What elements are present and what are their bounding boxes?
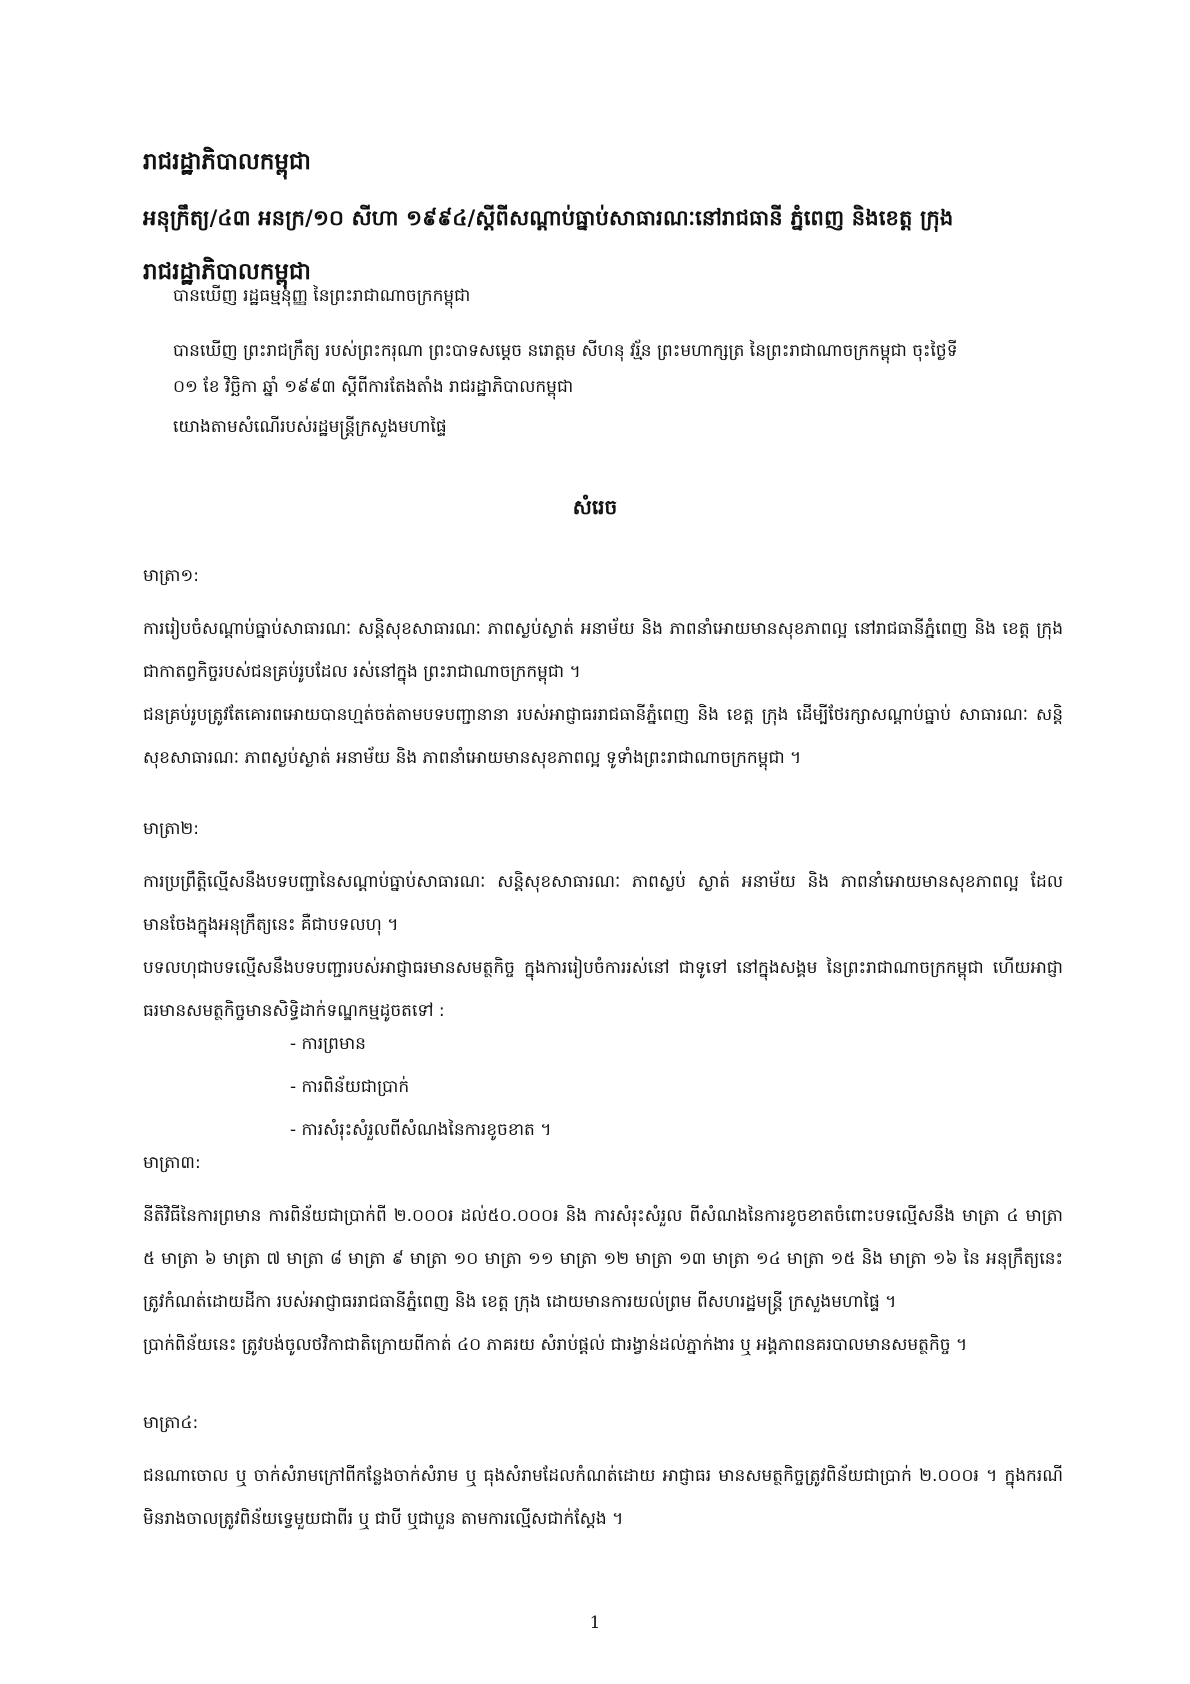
preamble-line: យោងតាមសំណើរបស់រដ្ឋមន្ត្រីក្រសួងមហាផ្ទៃ [173,417,447,437]
article-paragraph: បទលហុជាបទល្មើសនឹងបទបញ្ជារបស់អាជ្ញាធរមានសមត្ថកិច្ច ក្នុងការរៀបចំការរស់នៅ ជាទូទៅ នៅក្នុងសង្គម នៃព្រះរាជាណាចក្រកម្ពុជា ហើយអាជ្ញាធរមានសមត្ថកិច្ចមានសិទ្ធិដាក់ទណ្ឌកម្មដូចតទៅ : [143,958,1063,1021]
article-3 [143,1152,1063,1367]
government-heading: រាជរដ្ឋាភិបាលកម្ពុជា [143,149,311,175]
government-heading-repeat: រាជរដ្ឋាភិបាលកម្ពុជា [143,259,311,285]
sub-decree-title: អនុក្រឹត្យ/៤៣ អនក្រ/១០ សីហា ១៩៩៤/ស្តីពីសណ្តាប់ធ្នាប់សាធារណៈនៅរាជធានី ភ្នំពេញ និងខេត្ត ក្រុង [143,206,954,230]
article-title: មាត្រា២: [143,819,200,839]
article-2 [143,818,1063,1033]
list-item: - ការព្រមាន [290,1034,366,1054]
article-paragraph: ការរៀបចំសណ្តាប់ធ្នាប់សាធារណៈ សន្តិសុខសាធារណៈ ភាពស្ងប់ស្ងាត់ អនាម័យ និង ភាពនាំអោយមានសុខភាពល្អ នៅរាជធានីភ្នំពេញ និង ខេត្ត ក្រុងជាកាតព្វកិច្ចរបស់ជនគ្រប់រូបដែល រស់នៅក្នុង ព្រះរាជាណាចក្រកម្ពុជា ។ [143,619,1063,682]
preamble-line: ០១ ខែ វិច្ឆិកា ឆ្នាំ ១៩៩៣ ស្តីពីការតែងតាំង រាជរដ្ឋាភិបាលកម្ពុជា [173,377,574,397]
article-paragraph: ប្រាក់ពិន័យនេះ ត្រូវបង់ចូលថវិកាជាតិក្រោយពីកាត់ ៤០ ភាគរយ សំរាប់ផ្តល់ ជារង្វាន់ដល់ភ្នាក់ងារ ឬ អង្គភាពនគរបាលមានសមត្ថកិច្ច ។ [143,1335,968,1355]
article-paragraph: ជនណាចោល ឬ ចាក់សំរាមក្រៅពីកន្លែងចាក់សំរាម ឬ ធុងសំរាមដែលកំណត់ដោយ អាជ្ញាធរ មានសមត្ថកិច្ចត្រូវពិន័យជាប្រាក់ ២.០០០៛ ។ ក្នុងករណីមិនរាងចាលត្រូវពិន័យទ្វេមួយជាពីរ ឬ ជាបី ឬជាបួន តាមការល្មើសជាក់ស្តែង ។ [143,1466,1063,1529]
article-title: មាត្រា១: [143,566,200,586]
article-title: មាត្រា៤: [143,1413,199,1433]
preamble-line: បានឃើញ ព្រះរាជក្រឹត្យ របស់ព្រះករុណា ព្រះបាទសម្តេច នរោត្តម សីហនុ វរ្ម័ន ព្រះមហាក្សត្រ នៃព្រះរាជាណាចក្រកម្ពុជា ចុះថ្ងៃទី [173,341,958,361]
preamble-line: បានឃើញ រដ្ឋធម្មនុញ្ញ នៃព្រះរាជាណាចក្រកម្ពុជា [173,286,471,306]
page-number: 1 [589,1613,601,1633]
article-paragraph: ជនគ្រប់រូបត្រូវតែគោរពអោយបានហ្មត់ចត់តាមបទបញ្ជានានា របស់អាជ្ញាធររាជធានីភ្នំពេញ និង ខេត្ត ក្រុង ដើម្បីថែរក្សាសណ្តាប់ធ្នាប់ សាធារណៈ សន្តិសុខសាធារណៈ ភាពស្ងប់ស្ងាត់ អនាម័យ និង ភាពនាំអោយមានសុខភាពល្អ ទូទាំងព្រះរាជាណាចក្រកម្ពុជា ។ [143,705,1063,768]
article-paragraph: ការប្រព្រឹត្តិល្មើសនឹងបទបញ្ជានៃសណ្តាប់ធ្នាប់សាធារណៈ សន្តិសុខសាធារណៈ ភាពស្ងប់ ស្ងាត់ អនាម័យ និង ភាពនាំអោយមានសុខភាពល្អ ដែលមានចែងក្នុងអនុក្រឹត្យនេះ គឺជាបទលហុ ។ [143,872,1063,935]
article-title: មាត្រា៣: [143,1153,201,1173]
article-1 [143,565,1063,780]
decision-heading: សំរេច [572,495,618,519]
article-4 [143,1412,1063,1541]
article-paragraph: នីតិវិធីនៃការព្រមាន ការពិន័យជាប្រាក់ពី ២.០០០៛ ដល់៥០.០០០៛ និង ការសំរុះសំរួល ពីសំណងនៃការខូចខាតចំពោះបទល្មើសនឹង មាត្រា ៤ មាត្រា ៥ មាត្រា ៦ មាត្រា ៧ មាត្រា ៨ មាត្រា ៩ មាត្រា ១០ មាត្រា ១១ មាត្រា ១២ មាត្រា ១៣ មាត្រា ១៤ មាត្រា ១៥ និង មាត្រា ១៦ នៃ អនុក្រឹត្យនេះ ត្រូវកំណត់ដោយដីកា របស់អាជ្ញាធររាជធានីភ្នំពេញ និង ខេត្ត ក្រុង ដោយមានការយល់ព្រម ពីសហរដ្ឋមន្ត្រី ក្រសួងមហាផ្ទៃ ។ [143,1206,1063,1312]
list-item: - ការសំរុះសំរួលពីសំណងនៃការខូចខាត ។ [290,1120,552,1140]
sanction-list [290,1023,551,1152]
list-item: - ការពិន័យជាប្រាក់ [290,1077,410,1097]
